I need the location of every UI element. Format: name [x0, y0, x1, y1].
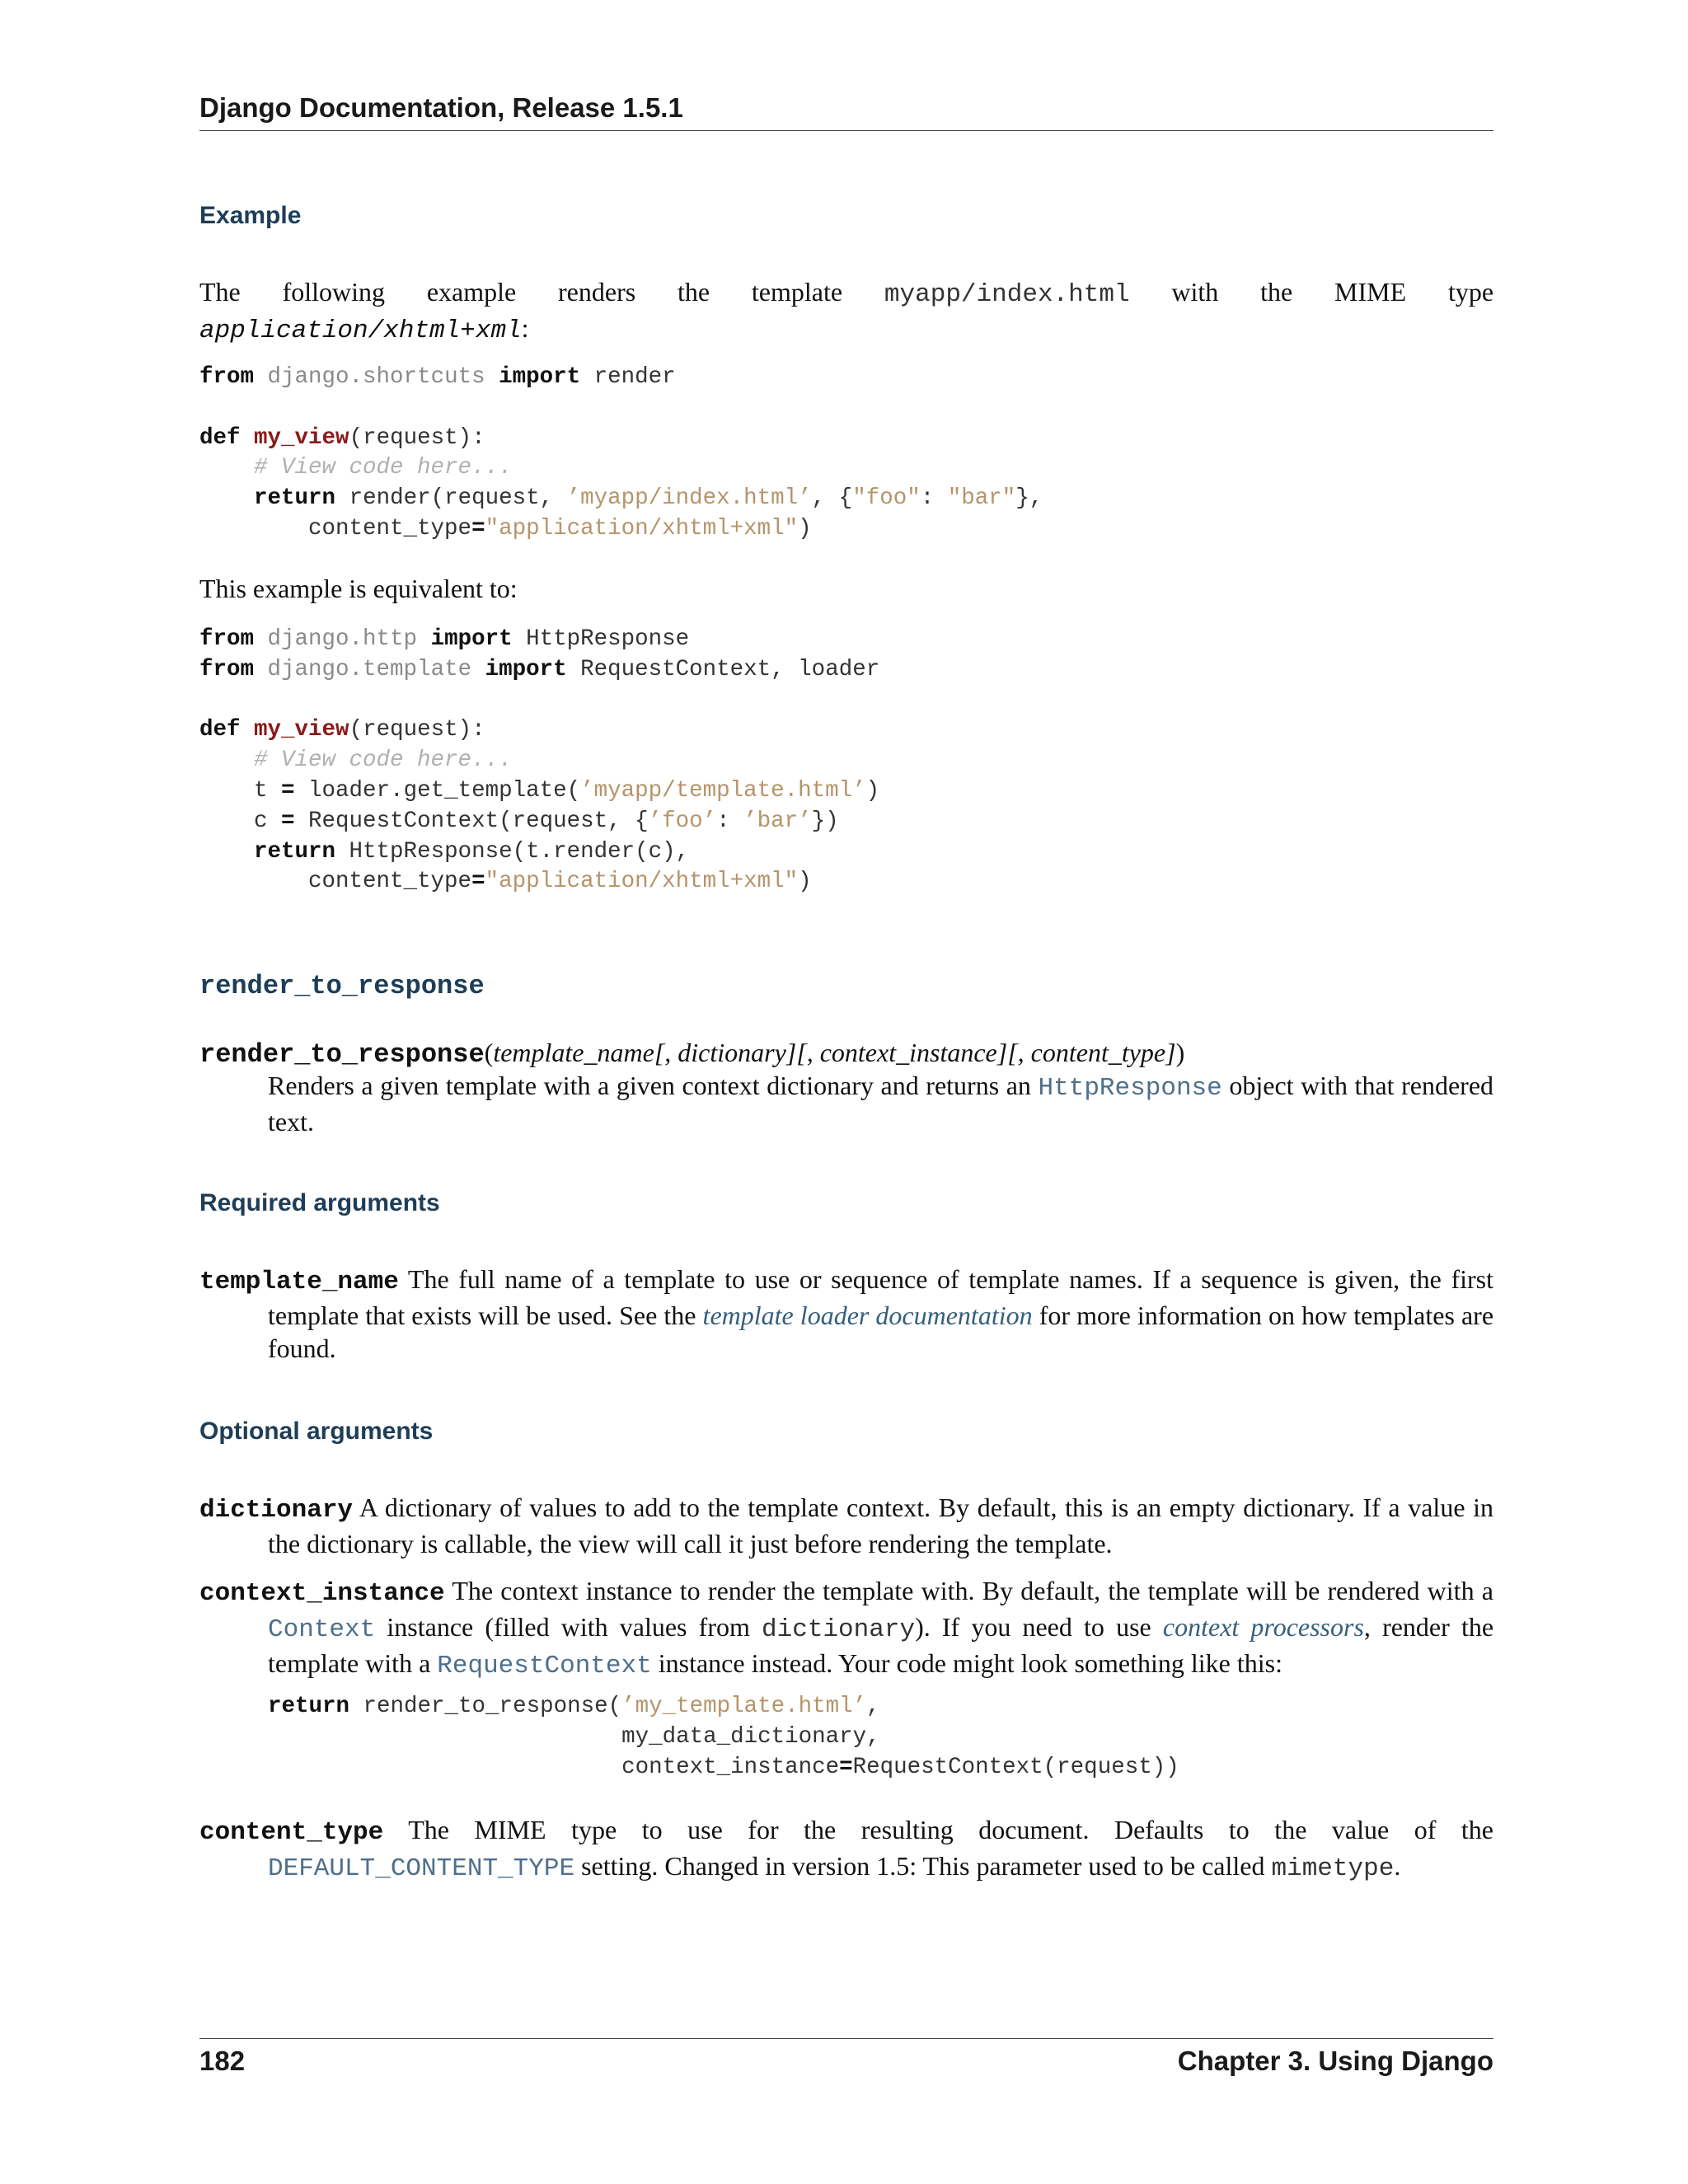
chapter-title: Chapter 3. Using Django [1177, 2046, 1493, 2076]
arg-context-instance-body: context_instance The context instance to render the template with. By default, the template will be rendered with a Context instance (filled with values from dictionary). If you need to use context processors, render the template with a RequestContext instance instead. Your code might look something like this: [199, 1576, 1494, 1680]
context-link[interactable]: Context [268, 1615, 376, 1644]
term-content-type: content_type [199, 1818, 384, 1847]
term-context-instance: context_instance [199, 1579, 445, 1608]
function-description: Renders a given template with a given context dictionary and returns an HttpResponse object with that rendered text. [268, 1071, 1494, 1137]
example-heading: Example [199, 202, 302, 229]
arg-template-name [199, 1263, 1493, 1365]
arg-content-type [199, 1813, 1493, 1886]
requestcontext-link[interactable]: RequestContext [437, 1652, 652, 1680]
term-dictionary: dictionary [199, 1496, 354, 1525]
footer-rule [199, 2038, 1493, 2039]
signature-name: render_to_response [199, 1039, 485, 1070]
mime-literal: application/xhtml+xml [199, 316, 522, 345]
example-intro-line: The following example renders the template myapp/index.html with the MIME type [199, 277, 1494, 309]
template-loader-link[interactable]: template loader documentation [702, 1301, 1033, 1330]
default-content-type-link[interactable]: DEFAULT_CONTENT_TYPE [268, 1854, 575, 1883]
page-number: 182 [199, 2046, 246, 2076]
context-processors-link[interactable]: context processors [1162, 1612, 1364, 1642]
document-page [199, 0, 1493, 2184]
arg-content-type-body: content_type The MIME type to use for the resulting document. Defaults to the value of the DEFAULT_CONTENT_TYPE setting. Changed in version 1.5: This parameter used to be called mimetype. [199, 1815, 1494, 1883]
code-block-render-to-response: return render_to_response(’my_template.html’, my_data_dictionary, context_instance=RequestContext(request)) [268, 1694, 1179, 1780]
running-header: Django Documentation, Release 1.5.1 [199, 92, 683, 123]
code-block-render: from django.shortcuts import render def my_view(request): # View code here... return render(request, ’myapp/index.html’, {"foo": "bar"}, content_type="application/xhtml+xml") [199, 364, 1043, 541]
arg-dictionary-body: dictionary A dictionary of values to add to the template context. By default, this is an empty dictionary. If a value in the dictionary is callable, the view will call it just before rendering the template. [199, 1493, 1494, 1558]
code-block-httpresponse: from django.http import HttpResponse from django.template import RequestContext, loader def my_view(request): # View code here... t = loader.get_template(’myapp/template.html’) c = RequestContext(request, {’foo’: ’bar’}) return HttpResponse(t.render(c), content_type="application/xhtml+xml") [199, 626, 880, 895]
term-template-name: template_name [199, 1268, 399, 1296]
equivalent-text: This example is equivalent to: [199, 574, 518, 603]
arg-dictionary [199, 1491, 1493, 1560]
arg-template-name-body: template_name The full name of a template to use or sequence of template names. If a sequence is given, the first template that exists will be used. See the template loader documentation for more information on how templates are found. [199, 1264, 1494, 1363]
httpresponse-link[interactable]: HttpResponse [1038, 1074, 1222, 1103]
template-literal: myapp/index.html [884, 280, 1130, 309]
header-rule [199, 130, 1493, 131]
render-to-response-heading: render_to_response [199, 971, 485, 1001]
signature-params: template_name[, dictionary][, context_instance][, content_type] [493, 1038, 1176, 1067]
mimetype-literal: mimetype [1271, 1854, 1395, 1883]
required-arguments-heading: Required arguments [199, 1189, 440, 1216]
dictionary-literal: dictionary [762, 1615, 916, 1644]
example-intro: The following example renders the template myapp/index.html with the MIME type application/xhtml+xml: [199, 277, 1494, 345]
function-signature: render_to_response(template_name[, dictionary][, context_instance][, content_type]) [199, 1038, 1185, 1070]
optional-arguments-heading: Optional arguments [199, 1418, 434, 1445]
arg-context-instance [199, 1574, 1493, 1683]
